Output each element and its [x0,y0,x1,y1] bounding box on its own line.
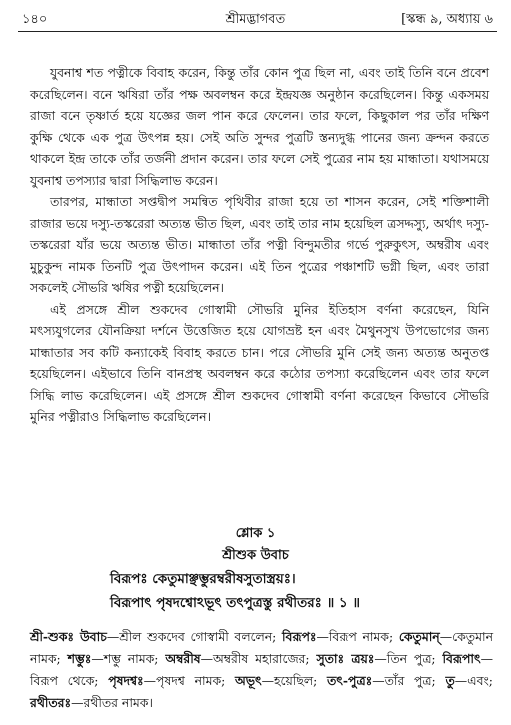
synonym-word: সুতাঃ ত্রয়ঃ [316,651,375,666]
verse-text [0,567,511,615]
synonym-word: তৎ-পুত্রঃ [327,673,373,688]
paragraph-2: তারপর, মান্ধাতা সপ্তদ্বীপ সমন্বিত পৃথিবীর রাজা হয়ে তা শাসন করেন, সেই শক্তিশালী রাজার ভয়ে দস্যু-তস্করেরা অত্যন্ত ভীত ছিল, এবং তাই তার নাম হয়েছিল ত্রসদ্দস্যু, অর্থাৎ দস্যু-তস্করেরা যাঁর ভয়ে অত্যন্ত ভীত। মান্ধাতা তাঁর পত্নী বিন্দুমতীর গর্ভে পুরুকুৎস, অম্বরীষ এবং মুচুকুন্দ নামক তিনটি পুত্র উৎপাদন করেন। এই তিন পুত্রের পঞ্চাশটি ভগ্নী ছিল, এবং তারা সকলেই সৌভরি ঋষির পত্নী হয়েছিলেন। [30,194,489,295]
synonym-meaning: হয়েছিল [274,673,314,688]
synonym-meaning: তিন পুত্র [386,651,432,666]
synonym-meaning: অম্বরীষ মহারাজের [212,651,306,666]
synonyms: শ্রী-শুকঃ উবাচ—শ্রীল শুকদেব গোস্বামী বললেন; বিরূপঃ—বিরূপ নামক; কেতুমান্—কেতুমান নামক; শম্ভুঃ—শম্ভু নামক; অম্বরীষ—অম্বরীষ মহারাজের; সুতাঃ ত্রয়ঃ—তিন পুত্র; বিরূপাৎ—বিরূপ থেকে; পৃষদশ্বঃ—পৃষদশ্ব নামক; অভূৎ—হয়েছিল; তৎ-পুত্রঃ—তাঁর পুত্র; তু—এবং; রথীতরঃ—রথীতর নামক। [30,629,493,710]
synonym-meaning: এবং [467,673,489,688]
synonym-meaning: রথীতর নামক [83,695,149,710]
page-number: ১৪০ [22,12,48,27]
synonym-word: বিরূপঃ [282,629,317,644]
verse-heading [0,523,511,567]
synonym-word: পৃষদশ্বঃ [108,673,144,688]
synonym-word: শম্ভুঃ [67,651,92,666]
synonym-meaning: তাঁর পুত্র [384,673,432,688]
paragraph-3: এই প্রসঙ্গে শ্রীল শুকদেব গোস্বামী সৌভরি মুনির ইতিহাস বর্ণনা করেছেন, যিনি মৎস্যযুগলের যৌনক্রিয়া দর্শনে উত্তেজিত হয়ে যোগভ্রষ্ট হন এবং মৈথুনসুখ উপভোগের জন্য মান্ধাতার সব কটি কন্যাকেই বিবাহ করতে চান। পরে সৌভরি মুনি সেই জন্য অত্যন্ত অনুতপ্ত হয়েছিলেন। এইভাবে তিনি বানপ্রস্থ অবলম্বন করে কঠোর তপস্যা করেছিলেন এবং তার ফলে সিদ্ধি লাভ করেছিলেন। এই প্রসঙ্গে শ্রীল শুকদেব গোস্বামী বর্ণনা করেছেন কিভাবে সৌভরি মুনির পত্নীরাও সিদ্ধিলাভ করেছিলেন। [30,301,489,424]
section-reference: [স্কন্ধ ৯, অধ্যায় ৬ [401,12,493,27]
verse-line-1: বিরূপঃ কেতুমাঞ্ছম্ভুরম্বরীষসুতাস্ত্রয়ঃ। [110,571,296,587]
synonym-word: তু [445,673,455,688]
verse-line-2: বিরূপাৎ পৃষদশ্বোঽভূৎ তৎপুত্রস্তু রথীতরঃ ॥ ১ ॥ [110,595,361,611]
synonym-word: অম্বরীষ [165,651,201,666]
synonym-meaning: শম্ভু নামক [103,651,155,666]
synonym-meaning: বিরূপ থেকে [30,673,95,688]
synonym-meaning: শ্রীল শুকদেব গোস্বামী বললেন [119,629,273,644]
synonym-meaning: কেতুমান নামক [30,629,493,666]
synonym-meaning: বিরূপ নামক [328,629,389,644]
paragraph-1: যুবনাশ্ব শত পত্নীকে বিবাহ করেন, কিন্তু তাঁর কোন পুত্র ছিল না, এবং তাই তিনি বনে প্রবেশ করেছিলেন। বনে ঋষিরা তাঁর পক্ষ অবলম্বন করে ইন্দ্রযজ্ঞ অনুষ্ঠান করেছিলেন। কিন্তু একসময় রাজা বনে তৃষ্ণার্ত হয়ে যজ্ঞের জল পান করে ফেলেন। তার ফলে, কিছুকাল পর তাঁর দক্ষিণ কুক্ষি থেকে এক পুত্র উৎপন্ন হয়। সেই অতি সুন্দর পুত্রটি স্তন্যদুগ্ধ পানের জন্য ক্রন্দন করতে থাকলে ইন্দ্র তাকে তাঁর তর্জনী প্রদান করেন। তার ফলে সেই পুত্রের নাম হয় মান্ধাতা। যথাসময়ে যুবনাশ্ব তপস্যার দ্বারা সিদ্ধিলাভ করেন। [30,65,489,188]
synonym-meaning: পৃষদশ্ব নামক [156,673,222,688]
synonym-word: বিরূপাৎ [442,651,481,666]
summary-text [30,62,489,428]
header-rule [18,31,497,32]
synonym-word: অভূৎ [235,673,262,688]
synonym-word: কেতুমান্ [398,629,440,644]
page-header [18,10,493,30]
verse-number: শ্লোক ১ [235,526,276,541]
verse-speaker: শ্রীশুক উবাচ [222,548,289,563]
book-title: শ্রীমদ্ভাগবত [225,12,286,27]
synonym-word: শ্রী-শুকঃ উবাচ [30,629,107,644]
synonym-word: রথীতরঃ [30,695,72,710]
